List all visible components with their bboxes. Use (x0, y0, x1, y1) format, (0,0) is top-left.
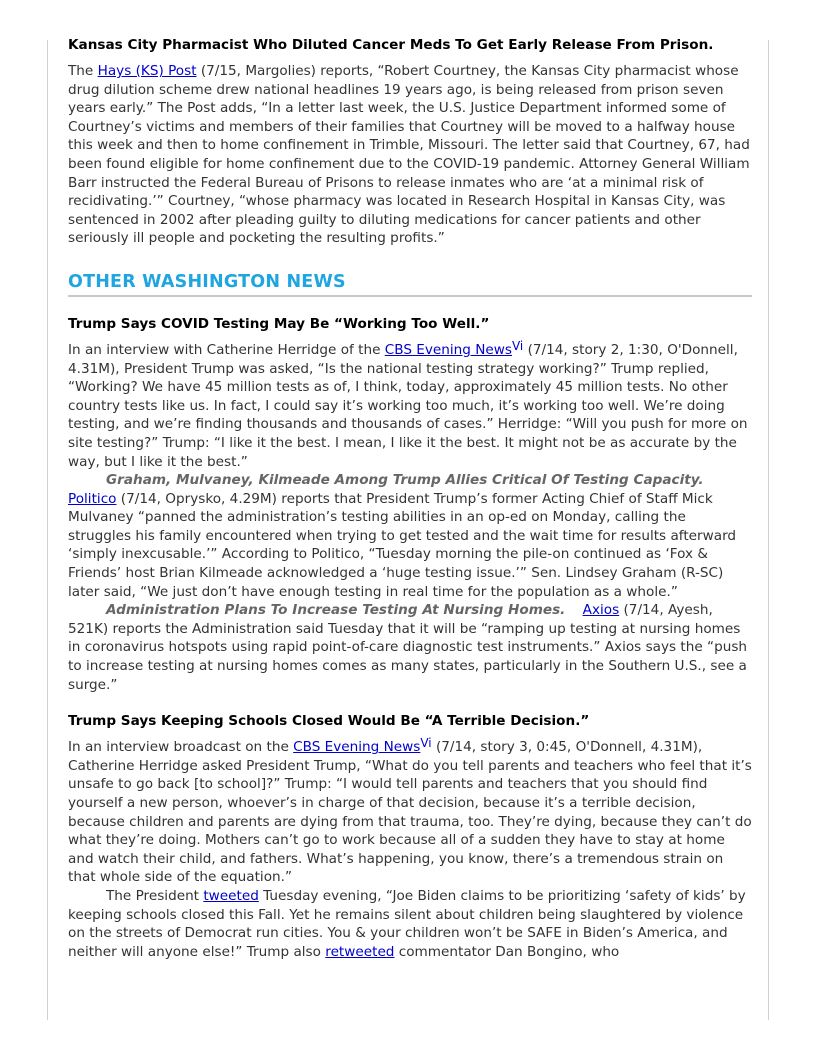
video-icon[interactable]: Vi (511, 338, 524, 353)
story-paragraph: The President tweeted Tuesday evening, “Joe Biden claims to be prioritizing ‘safety of kids’ by keeping schools closed this Fall. Yet he remains silent about children being slaughtered by violence on the streets of Democrat run cities. You & your children won’t be SAFE in Biden’s America, and neither will anyone else!” Trump also retweeted commentator Dan Bongino, who (68, 887, 746, 960)
story-paragraph: In an interview with Catherine Herridge of the CBS Evening News$^{Vi}$ (7/14, story 2, 1:30, O'Donnell, 4.31M), President Trump was asked, “Is the national testing strategy working?” Trump replied, “Working? We have 45 million tests as of, I think, today, approximately 45 million tests. No other country tests like us. In fact, I could say it’s working too much, it’s working too well. We’re doing testing, and we’re finding thousands and thousands of cases.” Herridge: “Will you push for more on site testing?” Trump: “I like it the best. I mean, I like it the best. It might not be as accurate by the way, but I like it the best.” (68, 338, 748, 470)
story-covid-testing (68, 315, 752, 694)
video-icon[interactable]: Vi (420, 736, 432, 751)
story-headline: Trump Says COVID Testing May Be “Working Too Well.” (68, 315, 490, 332)
cbs-evening-news-link[interactable]: CBS Evening News (293, 739, 421, 756)
story-headline: Trump Says Keeping Schools Closed Would Be “A Terrible Decision.” (68, 713, 590, 730)
cbs-evening-news-link[interactable]: CBS Evening News (384, 341, 512, 358)
axios-link[interactable]: Axios (582, 602, 620, 619)
left-margin-rule (47, 40, 48, 1020)
story-paragraph: Graham, Mulvaney, Kilmeade Among Trump Allies Critical Of Testing Capacity. Politico (7/14, Oprysko, 4.29M) reports that President Trump’s former Acting Chief of Staff Mick Mulvaney “panned the administration’s testing abilities in an op-ed on Monday, calling the struggles his family encountered when trying to get tested and the wait time for results afterward ‘simply inexcusable.’” According to Politico, “Tuesday morning the pile-on continued as ‘Fox & Friends’ host Brian Kilmeade acknowledged a ‘huge testing issue.’” Sen. Lindsey Graham (R-SC) later said, “We just don’t have enough testing in real time for the population as a whole.” (68, 472, 737, 600)
document-body (68, 36, 752, 961)
retweeted-link[interactable]: retweeted (325, 943, 395, 960)
right-margin-rule (768, 40, 769, 1020)
story-headline: Kansas City Pharmacist Who Diluted Cancer Meds To Get Early Release From Prison. (68, 37, 714, 53)
story-pharmacist (68, 36, 752, 248)
politico-link[interactable]: Politico (68, 490, 117, 507)
hays-post-link[interactable]: Hays (KS) Post (97, 63, 197, 79)
section-heading: OTHER WASHINGTON NEWS (68, 270, 752, 297)
story-schools (68, 712, 752, 961)
subheadline: Administration Plans To Increase Testing At Nursing Homes. (106, 602, 566, 619)
subheadline: Graham, Mulvaney, Kilmeade Among Trump Allies Critical Of Testing Capacity. (106, 472, 704, 489)
tweeted-link[interactable]: tweeted (203, 887, 259, 904)
story-paragraph: In an interview broadcast on the CBS Evening News$^{Vi}$ (7/14, story 3, 0:45, O'Donnell, 4.31M), Catherine Herridge asked President Trump, “What do you tell parents and teachers who feel that it’s unsafe to go back [to school]?” Trump: “I would tell parents and teachers that you should find yourself a new person, whoever’s in charge of that decision, because it’s a terrible decision, because children and parents are dying from that trauma, too. They’re dying, because they can’t do what they’re doing. Mothers can’t go to work because all of a sudden they have to stay at home and watch their child, and fathers. What’s happening, you know, there’s a tremendous strain on that whole side of the equation.” (68, 736, 752, 886)
story-paragraph: Administration Plans To Increase Testing At Nursing Homes. Axios (7/14, Ayesh, 521K) reports the Administration said Tuesday that it will be “ramping up testing at nursing homes in coronavirus hotspots using rapid point-of-care diagnostic test instruments.” Axios says the “push to increase testing at nursing homes comes as many states, particularly in the Southern U.S., see a surge.” (68, 602, 748, 693)
story-paragraph: The Hays (KS) Post (7/15, Margolies) reports, “Robert Courtney, the Kansas City pharmacist whose drug dilution scheme drew national headlines 19 years ago, is being released from prison seven years early.” The Post adds, “In a letter last week, the U.S. Justice Department informed some of Courtney’s victims and members of their families that Courtney will be moved to a halfway house this week and then to home confinement in Trimble, Missouri. The letter said that Courtney, 67, had been found eligible for home confinement due to the COVID-19 pandemic. Attorney General William Barr instructed the Federal Bureau of Prisons to release inmates who are ‘at a minimal risk of recidivating.’” Courtney, “whose pharmacy was located in Research Hospital in Kansas City, was sentenced in 2002 after pleading guilty to diluting medications for cancer patients and other seriously ill people and pocketing the resulting profits.” (68, 63, 750, 247)
